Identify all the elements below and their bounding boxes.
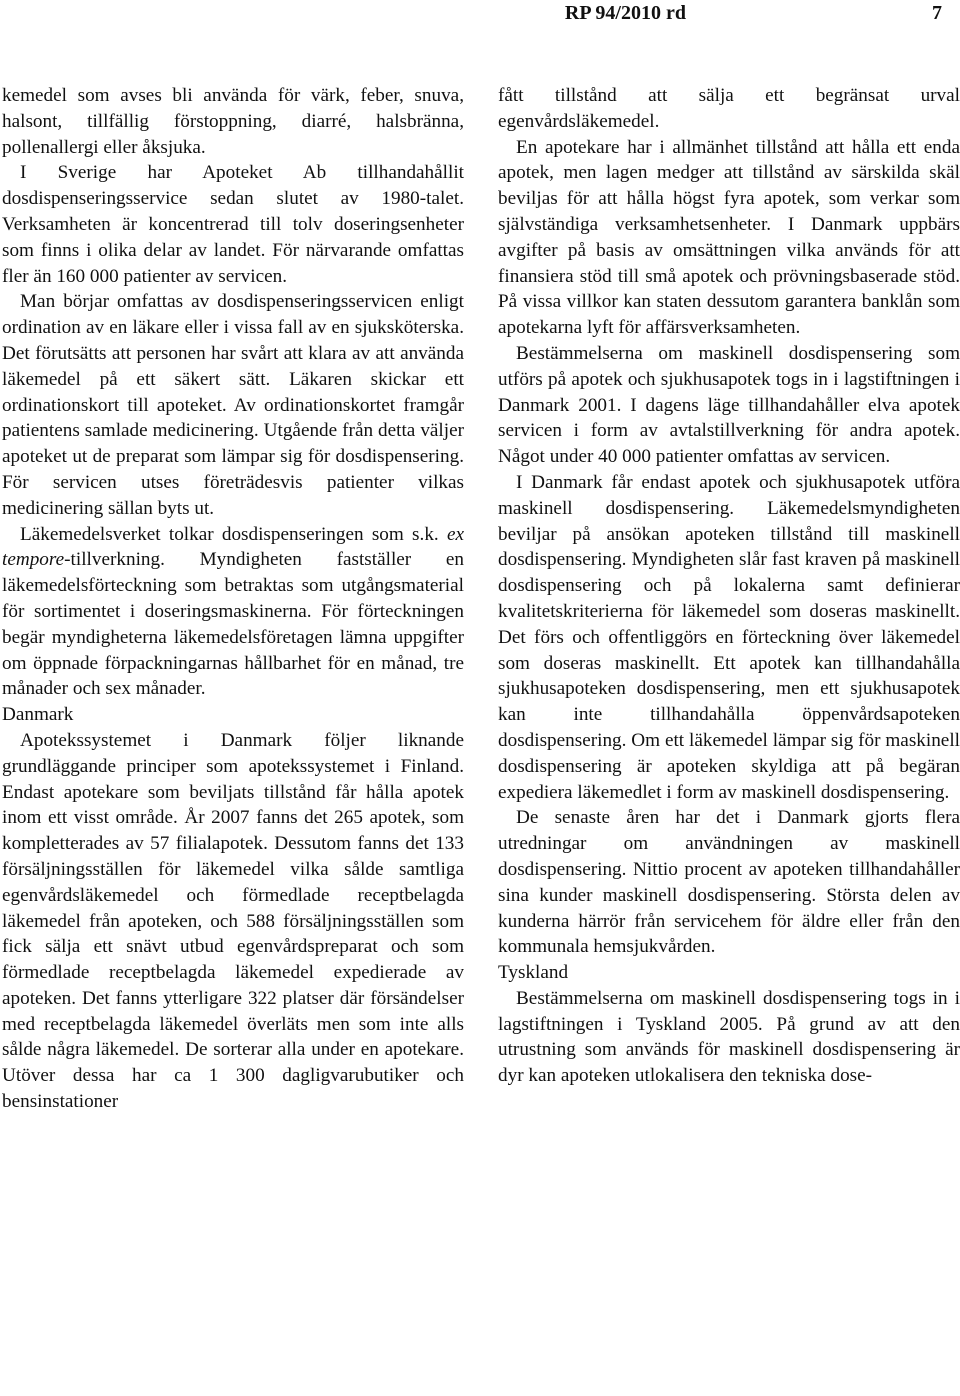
paragraph: I Sverige har Apoteket Ab tillhandahållit dosdispenseringsservice sedan slutet av 1980-talet. Verksamheten är koncentrerad till tolv doseringsenheter som finns i olika delar av landet. För närvarande omfattas fler än 160 000 patienter av servicen. bbox=[2, 162, 464, 287]
left-column bbox=[2, 83, 464, 1115]
page-number: 7 bbox=[932, 2, 942, 24]
document-reference: RP 94/2010 rd bbox=[564, 2, 686, 24]
paragraph: I Danmark får endast apotek och sjukhusapotek utföra maskinell dosdispensering. Läkemedelsmyndigheten beviljar på ansökan apoteken tillstånd till maskinell dosdispensering. Myndigheten slår fast kraven på maskinell dosdispensering och på lokalerna samt definierar kvalitetskriterierna för läkemedel som doseras maskinellt. Det förs och offentliggörs en förteckning över läkemedel som doseras maskinellt. Ett apotek kan tillhandahålla sjukhusapoteken dosdispensering, men ett sjukhusapotek kan inte tillhandahålla öppenvårdsapoteken dosdispensering. Om ett läkemedel lämpar sig för maskinell dosdispensering är apoteken skyldiga att på begäran expediera läkemedlet i form av maskinell dosdispensering. bbox=[498, 471, 960, 803]
page-header bbox=[565, 2, 942, 32]
paragraph: En apotekare har i allmänhet tillstånd att hålla ett enda apotek, men lagen medger att tillstånd av särskilda skäl beviljas för att hålla högst fyra apotek, som verkar som självständiga verksamhetsenheter. I Danmark uppbärs avgifter på basis av omsättningen vilka används för att finansiera stöd till små apotek och prövningsbaserade stöd. På vissa villkor kan staten dessutom garantera banklån som apotekarna lyft för affärsverksamheten. bbox=[498, 136, 960, 339]
right-column bbox=[498, 83, 960, 1089]
paragraph: Bestämmelserna om maskinell dosdispensering togs in i lagstiftningen i Tyskland 2005. På grund av att den utrustning som används för maskinell dosdispensering är dyr kan apoteken utlokalisera den tekniska dose- bbox=[498, 987, 960, 1087]
paragraph: Bestämmelserna om maskinell dosdispensering som utförs på apotek och sjukhusapotek togs in i lagstiftningen i Danmark 2001. I dagens läge tillhandahåller elva apotek servicen i form av avtalstillverkning för andra apotek. Något under 40 000 patienter omfattas av servicen. bbox=[498, 342, 960, 468]
paragraph: De senaste åren har det i Danmark gjorts flera utredningar om användningen av maskinell dosdispensering. Nittio procent av apoteken tillhandahåller sina kunder maskinell dosdispensering. Största delen av kunderna härrör från servicehem för äldre eller från den kommunala hemsjukvården. bbox=[498, 807, 960, 958]
paragraph-text: Läkemedelsverket tolkar dosdispenseringen som s.k. bbox=[20, 523, 447, 545]
paragraph: fått tillstånd att sälja ett begränsat urval egenvårdsläkemedel. bbox=[498, 85, 960, 132]
section-heading-danmark: Danmark bbox=[2, 704, 74, 726]
section-heading-tyskland: Tyskland bbox=[498, 962, 569, 984]
paragraph bbox=[2, 522, 464, 703]
paragraph: kemedel som avses bli använda för värk, feber, snuva, halsont, tillfällig förstoppning, diarré, halsbränna, pollenallergi eller åksjuka. bbox=[2, 85, 464, 158]
paragraph: Apotekssystemet i Danmark följer liknande grundläggande principer som apotekssystemet i Finland. Endast apotekare som beviljats tillstånd får hålla apotek inom ett visst område. År 2007 fanns det 265 apotek, som kompletterades av 57 filialapotek. Dessutom fanns det 133 försäljningsställen för läkemedel vilka sålde samtliga egenvårdsläkemedel och förmedlade receptbelagda läkemedel från apoteken, och 588 försäljningsställen som fick sälja ett snävt utbud egenvårdspreparat och som förmedlade receptbelagda läkemedel expedierade av apoteken. Det fanns ytterligare 322 platser där försändelser med receptbelagda läkemedel överläts men som inte alls sålde några läkemedel. De sorterar alla under en apotekare. Utöver dessa har ca 1 300 dagligvarubutiker och bensinstationer bbox=[2, 729, 464, 1113]
paragraph-text: -tillverkning. Myndigheten fastställer en läkemedelsförteckning som betraktas som utgångsmaterial för sortimentet i doseringsmaskinerna. För förteckningen begär myndigheterna läkemedelsföretagen lämna uppgifter om öppnade förpackningarnas hållbarhet för en månad, tre månader och sex månader. bbox=[2, 549, 464, 700]
latin-term: ex tempore bbox=[2, 523, 464, 571]
paragraph: Man börjar omfattas av dosdispenseringsservicen enligt ordination av en läkare eller i vissa fall av en sjuksköterska. Det förutsätts att personen har svårt att klara av att använda läkemedel på ett säkert sätt. Läkaren skickar ett ordinationskort till apoteket. Av ordinationskortet framgår patientens samlade medicinering. Utgående från detta väljer apoteket ut de preparat som lämpar sig för dosdispensering. För servicen utses företrädesvis patienter vilkas medicinering sällan byts ut. bbox=[2, 291, 464, 519]
